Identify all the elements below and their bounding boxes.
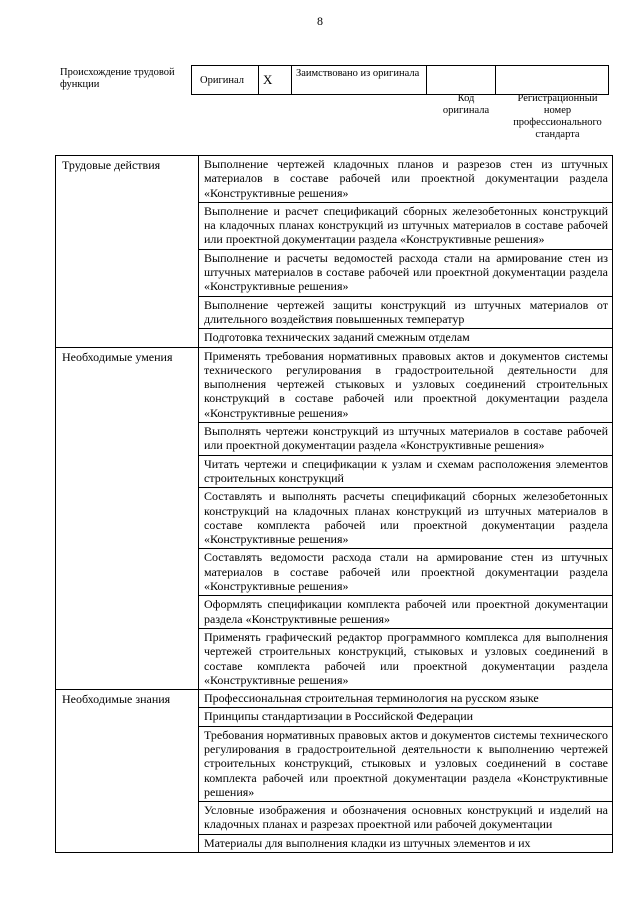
section-item: Применять требования нормативных правовых актов и документов системы технического регулирования в градостроительной деятельности для выполнения чертежей стыковых и узловых соединений строительных конструкций в составе рабочей или проектной документации раздела «Конструктивные решения» <box>199 347 613 422</box>
function-table <box>55 155 613 853</box>
section-item: Выполнять чертежи конструкций из штучных материалов в составе рабочей или проектной документации раздела «Конструктивные решения» <box>199 423 613 456</box>
borrowed-label: Заимствовано из оригинала <box>292 66 427 95</box>
section-item: Материалы для выполнения кладки из штучных элементов и их <box>199 834 613 852</box>
code-cell <box>427 66 496 95</box>
section-item: Выполнение и расчеты ведомостей расхода стали на армирование стен из штучных материалов в составе рабочей или проектной документации раздела «Конструктивные решения» <box>199 249 613 296</box>
section-item: Подготовка технических заданий смежным отделам <box>199 329 613 347</box>
section-item: Принципы стандартизации в Российской Федерации <box>199 708 613 726</box>
section-item: Составлять и выполнять расчеты спецификаций сборных железобетонных конструкций на кладочных планах конструкций из штучных материалов в составе комплекта рабочей или проектной документации раздела «Конструктивные решения» <box>199 488 613 549</box>
section-title: Трудовые действия <box>56 156 199 348</box>
reg-number-cell <box>496 66 609 95</box>
section-item: Читать чертежи и спецификации к узлам и схемам расположения элементов строительных конструкций <box>199 455 613 488</box>
origin-label: Происхождение трудовой функции <box>60 67 175 90</box>
section-title: Необходимые знания <box>56 690 199 853</box>
code-label: Код оригинала <box>442 93 490 116</box>
table-row <box>56 156 613 203</box>
page-number: 8 <box>317 14 323 28</box>
origin-table <box>191 65 609 95</box>
section-item: Профессиональная строительная терминология на русском языке <box>199 690 613 708</box>
section-item: Выполнение чертежей защиты конструкций из штучных материалов от длительного воздействия повышенных температур <box>199 296 613 329</box>
table-row <box>56 347 613 422</box>
section-item: Условные изображения и обозначения основных конструкций и изделий на кладочных планах и разрезах проектной или рабочей документации <box>199 802 613 835</box>
reg-number-label: Регистрационный номер профессионального стандарта <box>513 93 602 140</box>
section-item: Требования нормативных правовых актов и документов системы технического регулирования в градостроительной деятельности к выполнению чертежей строительных конструкций, стыковых и узловых соединений в составе комплекта рабочей или проектной документации раздела «Конструктивные решения» <box>199 726 613 801</box>
original-mark: X <box>259 66 292 95</box>
section-item: Выполнение и расчет спецификаций сборных железобетонных конструкций на кладочных планах конструкций из штучных материалов в составе рабочей или проектной документации раздела «Конструктивные решения» <box>199 202 613 249</box>
section-title: Необходимые умения <box>56 347 199 690</box>
section-item: Применять графический редактор программного комплекса для выполнения чертежей строительных конструкций, стыковых и узловых соединений в составе комплекта рабочей или проектной документации раздела «Конструктивные решения» <box>199 628 613 689</box>
section-item: Составлять ведомости расхода стали на армирование стен из штучных материалов в составе рабочей или проектной документации раздела «Конструктивные решения» <box>199 549 613 596</box>
original-label: Оригинал <box>192 66 259 95</box>
section-item: Выполнение чертежей кладочных планов и разрезов стен из штучных материалов в составе рабочей или проектной документации раздела «Конструктивные решения» <box>199 156 613 203</box>
section-item: Оформлять спецификации комплекта рабочей или проектной документации раздела «Конструктивные решения» <box>199 596 613 629</box>
table-row <box>56 690 613 708</box>
